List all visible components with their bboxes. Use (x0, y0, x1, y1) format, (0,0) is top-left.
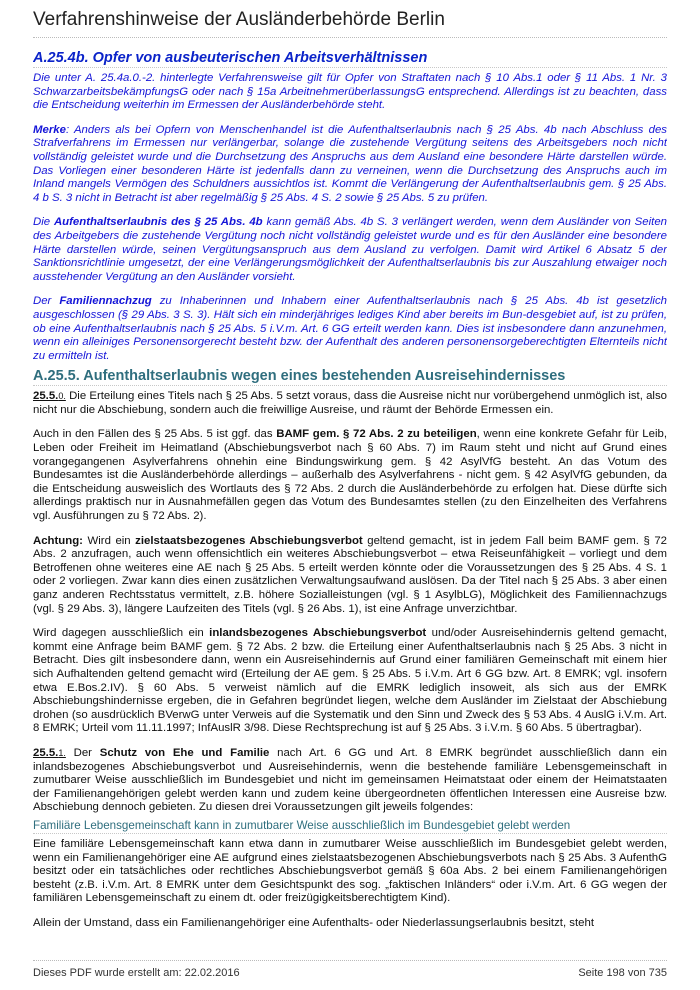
merke-label: Merke (33, 123, 66, 136)
footer-page-number: Seite 198 von 735 (578, 967, 667, 979)
paragraph-number: 25.5. (33, 746, 59, 759)
footer-divider (33, 960, 667, 961)
footer-created-date: Dieses PDF wurde erstellt am: 22.02.2016 (33, 967, 240, 979)
achtung-paragraph (33, 535, 667, 617)
paragraph (33, 428, 667, 523)
paragraph-subnumber: 0. (58, 391, 66, 402)
paragraph-text: kann gemäß Abs. 4b S. 3 verlängert werden, wenn dem Ausländer von Seiten des Arbeitgebers die zustehende Vergütung noch nicht vollständig geleistet wurde und es für den Ausländer eine besondere Härte darstellen würde, seinen Vergütungsanspruch aus dem Ausland zu verfolgen. Damit wird Artikel 6 Absatz 5 der Sanktionsrichtlinie umgesetzt, der eine Verlängerungsmöglichkeit der Aufenthaltserlaubnis bis zur Auszahlung etwaiger noch ausstehender Vergütung an den Ausländer vorsieht. (33, 216, 667, 283)
emphasis: Aufenthaltserlaubnis des § 25 Abs. 4b (53, 216, 263, 229)
achtung-label: Achtung: (33, 534, 83, 547)
page-content (33, 50, 667, 958)
paragraph (33, 216, 667, 284)
document-title: Verfahrenshinweise der Ausländerbehörde Berlin (33, 9, 445, 30)
paragraph-text: zu Inhaberinnen und Inhabern einer Aufenthaltserlaubnis nach § 25 Abs. 4b ist gesetzlich ausgeschlossen (§ 29 Abs. 3 S. 3). Hält sich ein minderjähriges lediges Kind aber bereits im Bun-desgebiet auf, ist zu prüfen, ob eine Aufenthaltserlaubnis nach § 25 Abs. 5 i.V.m. Art. 6 GG erteilt werden kann. Dies ist insbesondere dann anzunehmen, wenn ein alleiniges Personensorgerecht besteht bzw. der Aufenthalt des anderen personensorgeberechtigten Elternteils nicht zu ermitteln ist. (33, 295, 667, 362)
paragraph (33, 390, 667, 417)
section-heading-25-5: A.25.5. Aufenthaltserlaubnis wegen eines bestehenden Ausreisehindernisses (33, 368, 667, 386)
paragraph (33, 747, 667, 815)
paragraph (33, 627, 667, 736)
paragraph-text: , wenn eine konkrete Gefahr für Leib, Leben oder Freiheit im Heimatland (Abschiebungsverbot nach § 60 Abs. 7) im Raum steht und nicht auf Grund eines vorangegangenen Asylverfahrens ohnehin eine Bindungswirkung gem. § 42 AsylVfG besteht. An das Votum des Bundesamtes ist die Ausländerbehörde allerdings – außerhalb des Asylverfahrens - nicht gem. § 42 AsylVfG gebunden, da die Entscheidung ausweislich des Wortlauts des § 72 Abs. 2 durch die Ausländerbehörde zu erfolgen hat. Diese dürfte sich allerdings praktisch nur in Ausnahmefällen gegen das Votum des Bundesamtes stellen (zu den Einzelheiten des Verfahrens vgl. Ausführungen zu § 72 Abs. 2). (33, 428, 667, 523)
paragraph-text: : Anders als bei Opfern von Menschenhandel ist die Aufenthaltserlaubnis nach § 25 Abs. 4b nach Abschluss des Strafverfahrens im Ermessen nur verlängerbar, solange die zustehende Vergütung seitens des Arbeitsgebers noch nicht vollständig geleistet wurde und die Durchsetzung des Anspruchs aus dem Ausland eine besondere Härte darstellen würde. Das Vorliegen einer besonderen Härte ist jedenfalls dann zu verneinen, wenn die Durchsetzung des Anspruchs auch im Inland mangels Vermögen des Schuldners aussichtlos ist. Kommt die Verlängerung der Aufenthaltserlaubnis gem. § 25 Abs. 4 b S. 3 nicht in Betracht ist aber regelmäßig § 25 Abs. 4 S. 2 sowie § 25 Abs. 5 zu prüfen. (33, 123, 667, 204)
subheading: Familiäre Lebensgemeinschaft kann in zumutbarer Weise ausschließlich im Bundesgebiet gelebt werden (33, 819, 667, 834)
paragraph-text: und/oder Ausreisehindernis geltend gemacht, kommt eine Anfrage beim BAMF gem. § 72 Abs. 2 bzw. die Erteilung einer Aufenthaltserlaubnis nach § 25 Abs. 3 nicht in Betracht. Dies gilt insbesondere dann, wenn ein Ausreisehindernis auf Grund einer familiären Gemeinschaft mit einem hier sich Aufhaltenden geltend gemacht wird (Erteilung der AE gem. § 25 Abs. 5 i.V.m. Art 6 GG bzw. Art. 8 EMRK; vgl. insofern etwa E.Bos.2.IV). § 60 Abs. 5 verweist nämlich auf die EMRK lediglich insoweit, als sich aus der EMRK Abschiebungshindernisse ergeben, die in Gefahren begründet liegen, welche dem Ausländer im Zielstaat der Abschiebung drohen (so ausdrücklich BVerwG unter Verweis auf die Systematik und den Sinn und Zweck des § 53 Abs. 4 AuslG i.V.m. Art. 8 EMRK; Urteil vom 11.11.1997; InfAuslR 3/98. Diese Rechtsprechung ist auf § 25 Abs. 3 i.V.m. § 60 Abs. 5 übertragbar). (33, 627, 667, 735)
paragraph-number: 25.5. (33, 390, 59, 403)
paragraph-text: Wird dagegen ausschließlich ein (33, 627, 210, 640)
paragraph-text: geltend gemacht, ist in jedem Fall beim BAMF gem. § 72 Abs. 2 anzufragen, auch wenn offensichtlich ein weiteres Abschiebungsverbot – etwa Reiseunfähigkeit – vorliegt und dem Betroffenen ohne weiteres eine AE nach § 25 Abs. 5 erteilt werden könnte oder die Voraussetzungen des § 25 Abs. 4 S. 1 oder 2 vorliegen. Zwar kann dies einen zusätzlichen Verwaltungsaufwand auslösen. Da der Titel nach § 25 Abs. 3 aber einen ganz anderen Rechtsstatus vermittelt, z.B. höhere Sozialleistungen (vgl. § 1 AsylbLG), Möglichkeit des Familiennachzugs (vgl. § 29 Abs. 3), längere Laufzeiten des Titels (vgl. § 26 Abs. 1), ist eine Anfrage unverzichtbar. (33, 534, 667, 615)
merke-paragraph (33, 124, 667, 206)
paragraph-text: Wird ein (82, 534, 136, 547)
paragraph-text: Der (65, 746, 100, 759)
emphasis: BAMF gem. § 72 Abs. 2 zu beteiligen (276, 428, 477, 441)
paragraph-text: nach Art. 6 GG und Art. 8 EMRK begründet ausschließlich dann ein inlandsbezogenes Abschiebungsverbot und Ausreisehindernis, wenn die bestehende familiäre Lebensgemeinschaft in zumutbarer Weise ausschließlich im Bundesgebiet und nicht im gemeinsamen Heimatstaat oder einem der Heimatstaaten der Familienangehörigen gelebt werden kann und zudem keine übergeordneten öffentlichen Interessen eine Ausreise bzw. Abschiebung dennoch gebieten. Zu diesen drei Voraussetzungen gilt jeweils folgendes: (33, 746, 667, 814)
paragraph-text: Die Erteilung eines Titels nach § 25 Abs. 5 setzt voraus, dass die Ausreise nicht nur vorübergehend unmöglich ist, also nicht nur die Abschiebung, sondern auch die freiwillige Ausreise, und räumt der Behörde Ermessen ein. (33, 390, 667, 416)
emphasis: zielstaatsbezogenes Abschiebungsverbot (135, 534, 363, 547)
paragraph-subnumber: 1. (58, 747, 66, 758)
paragraph (33, 295, 667, 363)
section-heading-25-4b: A.25.4b. Opfer von ausbeuterischen Arbeitsverhältnissen (33, 50, 667, 68)
paragraph: Allein der Umstand, dass ein Familienangehöriger eine Aufenthalts- oder Niederlassungserlaubnis besitzt, steht (33, 916, 594, 929)
paragraph: Die unter A. 25.4a.0.-2. hinterlegte Verfahrensweise gilt für Opfer von Straftaten nach § 10 Abs.1 oder § 11 Abs. 1 Nr. 3 SchwarzarbeitsbekämpfungsG oder nach § 15a ArbeitnehmerüberlassungsG entsprechend. Allerdings ist zu beachten, dass die Entscheidung weiterhin im Ermessen der Ausländerbehörde steht. (33, 72, 667, 112)
emphasis: Familiennachzug (59, 295, 152, 308)
paragraph-text: Auch in den Fällen des § 25 Abs. 5 ist ggf. das (33, 428, 277, 441)
paragraph-text: Der (33, 295, 60, 308)
paragraph-text: Die (33, 216, 54, 229)
emphasis: Schutz von Ehe und Familie (99, 746, 270, 759)
emphasis: inlandsbezogenes Abschiebungsverbot (209, 627, 427, 640)
paragraph: Eine familiäre Lebensgemeinschaft kann etwa dann in zumutbarer Weise ausschließlich im Bundesgebiet gelebt werden, wenn ein Familienangehöriger eine AE aufgrund eines zielstaatsbezogenen Abschiebungsverbots nach § 25 Abs. 3 AufenthG besitzt oder ein tatsächliches oder rechtliches Abschiebungsverbot gemäß § 60a Abs. 2 bei einem Familienangehörigen besteht (z.B. i.V.m. Art. 8 EMRK unter dem Gesichtspunkt des sog. „faktischen Inländers“ oder i.V.m. Art. 6 GG wegen der familiären Lebensgemeinschaft zu einem dt. oder freizügigkeitsberechtigtem Kind). (33, 837, 667, 905)
title-divider (33, 37, 667, 38)
